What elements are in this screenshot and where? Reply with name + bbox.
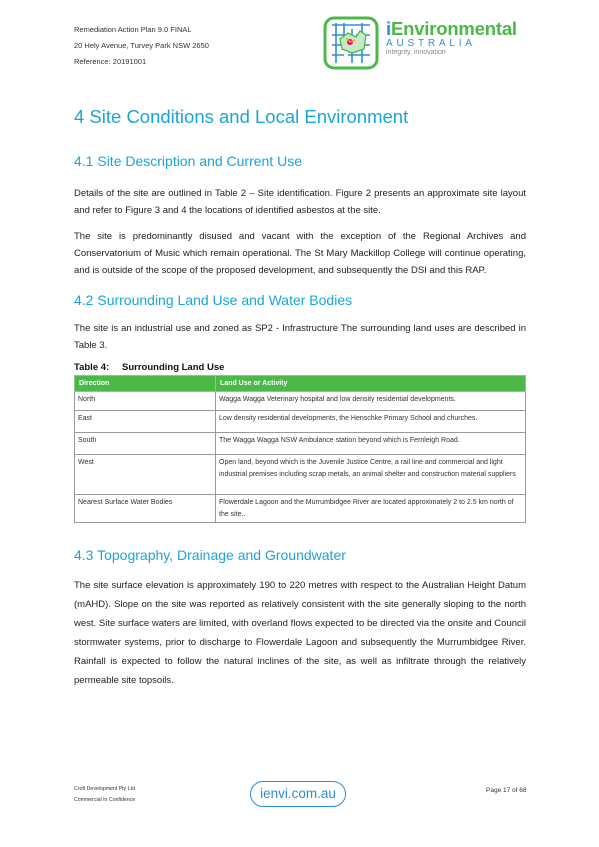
header-address: 20 Hely Avenue, Turvey Park NSW 2650 [74,41,209,50]
logo-tagline: integrity, innovation [386,49,446,56]
logo-brand-rest: Environmental [390,18,517,39]
page-current: 17 [503,787,511,794]
footer-left [74,784,135,806]
logo-brand-i: i [386,18,391,39]
table-row [75,455,526,495]
ienvironmental-logo [322,15,522,71]
logo-brand [386,18,517,40]
paragraph-4-1-b: The site is predominantly disused and vacant with the exception of the Regional Archives and Conservatorium of Music which remain operational. The St Mary Mackillop College will continue operating, and is outside of the scope of the proposed development, and subsequently the DSI and this RAP. [74,231,526,276]
document-header [74,22,209,70]
table-cell-direction: East [75,411,216,433]
page-number [486,787,527,794]
table-caption-text: Surrounding Land Use [122,362,225,373]
table-cell-activity: Wagga Wagga Veterinary hospital and low density residential developments. [216,392,526,411]
table-caption [74,362,224,373]
header-reference: Reference: 20191001 [74,57,147,66]
table-row [75,433,526,455]
table-cell-direction: West [75,455,216,495]
paragraph-4-3: The site surface elevation is approximately 190 to 220 metres with respect to the Australian Height Datum (mAHD). Slope on the site was reported as relatively consistent with the site generally sloping to the north west. Site surface waters are limited, with overland flows expected to be directed via the onsite and Council stormwater systems, prior to discharge to Flowerdale Lagoon and subsequently the Murrumbidgee River. Rainfall is expected to follow the natural inclines of the site, as well as infiltrate through the relatively permeable site topsoils. [74,580,526,686]
table-row [75,392,526,411]
table-row [75,411,526,433]
table-cell-activity: The Wagga Wagga NSW Ambulance station beyond which is Fernleigh Road. [216,433,526,455]
column-header-land-use: Land Use or Activity [216,376,526,392]
footer-website-link[interactable]: ienvi.com.au [250,781,346,807]
table-row [75,495,526,523]
footer-company: Croft Development Pty Ltd [74,786,135,792]
page-label: Page [486,787,502,794]
table-cell-activity: Flowerdale Lagoon and the Murrumbidgee River are located approximately 2 to 2.5 km north of the site.. [216,495,526,523]
paragraph-4-2: The site is an industrial use and zoned as SP2 - Infrastructure The surrounding land uses are described in Table 3. [74,323,526,351]
surrounding-land-use-table [74,375,526,523]
table-cell-direction: South [75,433,216,455]
section-title: 4 Site Conditions and Local Environment [74,106,409,127]
column-header-direction: Direction [75,376,216,392]
paragraph-4-1-a: Details of the site are outlined in Table 2 – Site identification. Figure 2 presents an approximate site layout and refer to Figure 3 and 4 the locations of identified asbestos at the site. [74,188,526,216]
table-caption-number: Table 4: [74,362,110,373]
table-cell-direction: North [75,392,216,411]
table-cell-activity: Open land, beyond which is the Juvenile Justice Centre, a rail line and commercial and light industrial premises including scrap metals, an animal shelter and construction material suppliers [216,455,526,495]
page-of: of [512,787,518,794]
header-title: Remediation Action Plan 9.0 FINAL [74,25,192,34]
subsection-title-4-3: 4.3 Topography, Drainage and Groundwater [74,547,346,563]
footer-confidentiality: Commercial In Confidence [74,797,136,803]
map-emblem-icon [322,15,380,71]
table-cell-activity: Low density residential developments, the Henschke Primary School and churches. [216,411,526,433]
subsection-title-4-2: 4.2 Surrounding Land Use and Water Bodies [74,292,353,308]
page-total: 68 [519,787,527,794]
subsection-title-4-1: 4.1 Site Description and Current Use [74,153,302,169]
table-header-row [75,376,526,392]
table-cell-direction: Nearest Surface Water Bodies [75,495,216,523]
logo-subtitle: AUSTRALIA [386,38,476,49]
